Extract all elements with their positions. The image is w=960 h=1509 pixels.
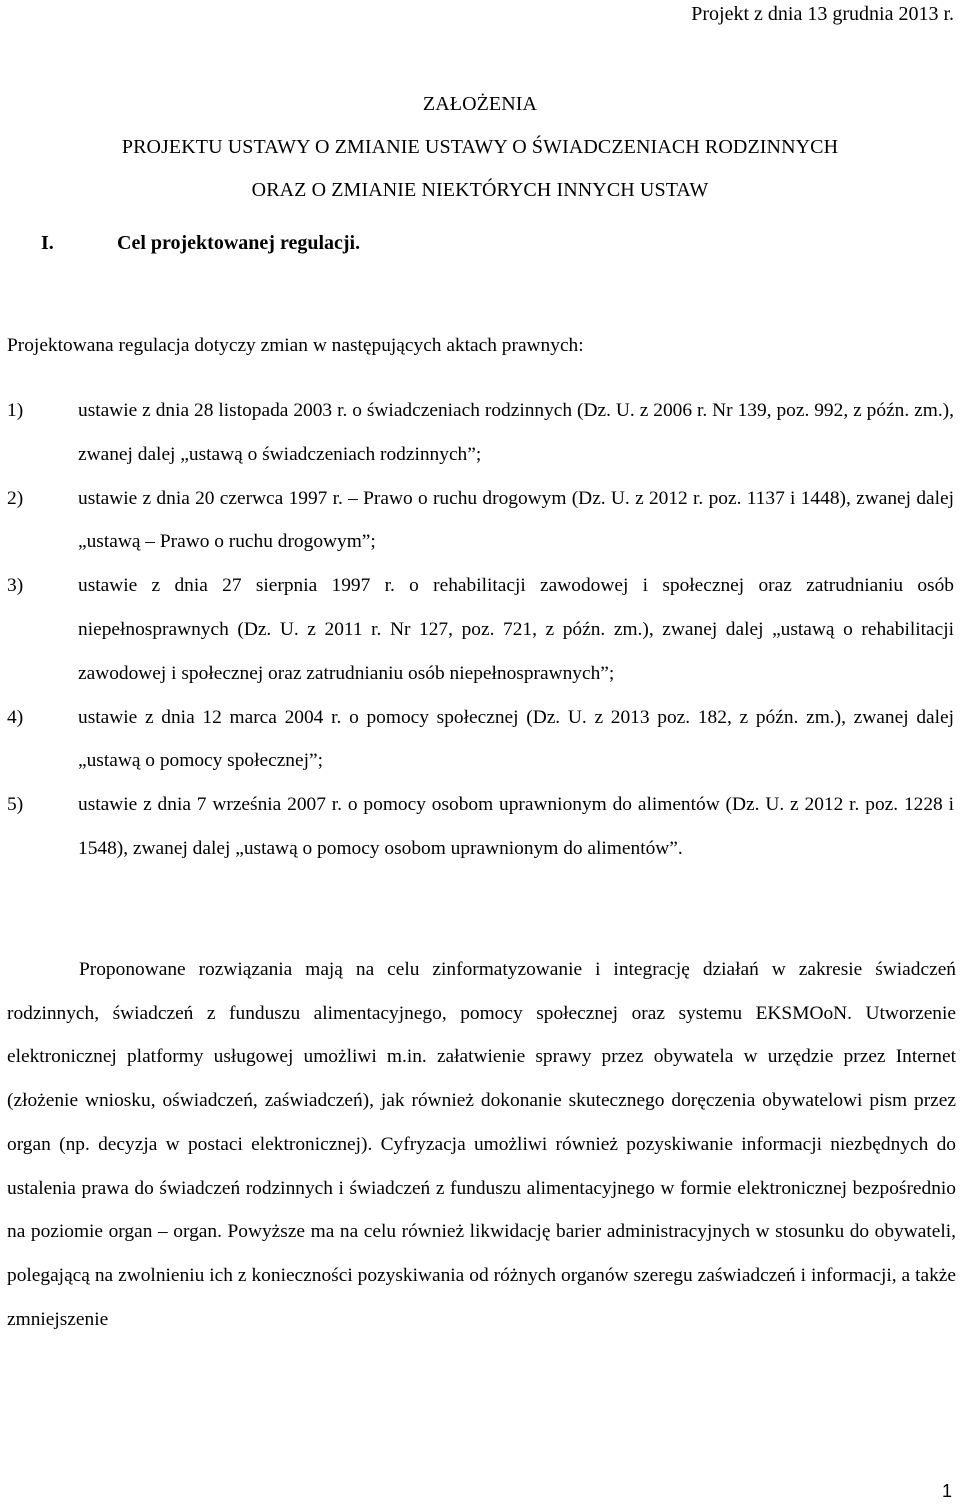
list-item	[0, 783, 960, 871]
title-line-1: ZAŁOŻENIA	[422, 93, 538, 115]
project-date: Projekt z dnia 13 grudnia 2013 r.	[691, 3, 954, 25]
intro-text: Projektowana regulacja dotyczy zmian w następujących aktach prawnych:	[7, 335, 584, 356]
list-item-text: ustawie z dnia 7 września 2007 r. o pomocy osobom uprawnionym do alimentów (Dz. U. z 2012 r. poz. 1228 i 1548), zwanej dalej „ustawą o pomocy osobom uprawnionym do alimentów”.	[78, 794, 954, 859]
list-item-text: ustawie z dnia 27 sierpnia 1997 r. o rehabilitacji zawodowej i społecznej oraz zatrudnianiu osób niepełnosprawnych (Dz. U. z 2011 r. Nr 127, poz. 721, z późn. zm.), zwanej dalej „ustawą o rehabilitacji zawodowej i społecznej oraz zatrudnianiu osób niepełnosprawnych”;	[78, 575, 954, 684]
list-item	[0, 477, 960, 565]
title-line-2: PROJEKTU USTAWY O ZMIANIE USTAWY O ŚWIADCZENIACH RODZINNYCH	[121, 136, 839, 158]
section-number: I.	[41, 232, 54, 254]
section-heading-text: Cel projektowanej regulacji.	[117, 232, 361, 254]
page-number: 1	[941, 1481, 952, 1501]
list-item-marker: 5)	[7, 794, 24, 816]
list-item-marker: 4)	[7, 706, 24, 728]
list-item	[0, 696, 960, 784]
list-item-text: ustawie z dnia 20 czerwca 1997 r. – Prawo o ruchu drogowym (Dz. U. z 2012 r. poz. 1137 i 1448), zwanej dalej „ustawą – Prawo o ruchu drogowym”;	[78, 487, 954, 553]
list-item-marker: 2)	[7, 487, 24, 509]
list-item-text: ustawie z dnia 28 listopada 2003 r. o świadczeniach rodzinnych (Dz. U. z 2006 r. Nr 139, poz. 992, z późn. zm.), zwanej dalej „ustawą o świadczeniach rodzinnych”;	[78, 400, 954, 465]
legal-acts-list	[0, 389, 960, 871]
section-heading	[41, 222, 360, 265]
list-item-marker: 1)	[7, 400, 24, 421]
document-title	[0, 83, 960, 212]
list-item-marker: 3)	[7, 575, 24, 597]
list-item	[0, 389, 960, 477]
list-item-text: ustawie z dnia 12 marca 2004 r. o pomocy społecznej (Dz. U. z 2013 poz. 182, z późn. zm.), zwanej dalej „ustawą o pomocy społecznej”;	[78, 706, 954, 772]
title-line-3: ORAZ O ZMIANIE NIEKTÓRYCH INNYCH USTAW	[251, 179, 709, 201]
list-item	[0, 564, 960, 695]
body-paragraph: Proponowane rozwiązania mają na celu zinformatyzowanie i integrację działań w zakresie świadczeń rodzinnych, świadczeń z funduszu alimentacyjnego, pomocy społecznej oraz systemu EKSMOoN. Utworzenie elektronicznej platformy usługowej umożliwi m.in. załatwienie sprawy przez obywatela w urzędzie przez Internet (złożenie wniosku, oświadczeń, zaświadczeń), jak również dokonanie skutecznego doręczenia obywatelowi pism przez organ (np. decyzja w postaci elektronicznej). Cyfryzacja umożliwi również pozyskiwanie informacji niezbędnych do ustalenia prawa do świadczeń rodzinnych i świadczeń z funduszu alimentacyjnego w formie elektronicznej bezpośrednio na poziomie organ – organ. Powyższe ma na celu również likwidację barier administracyjnych w stosunku do obywateli, polegającą na zwolnieniu ich z konieczności pozyskiwania od różnych organów szeregu zaświadczeń i informacji, a także zmniejszenie	[7, 959, 956, 1330]
